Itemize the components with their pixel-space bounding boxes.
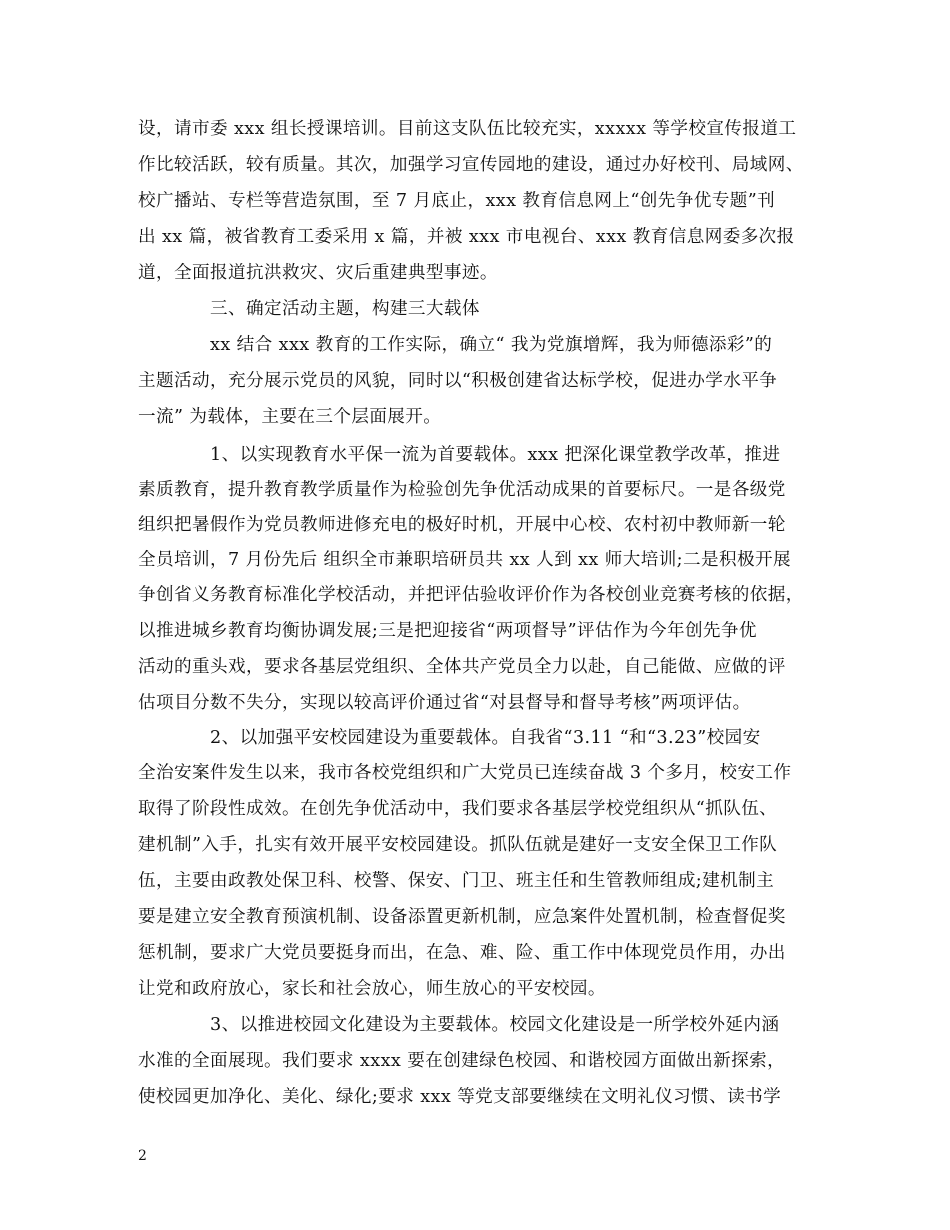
text-line: 素质教育，提升教育教学质量作为检验创先争优活动成果的首要标尺。一是各级党 (138, 480, 786, 500)
text-line: 出 xx 篇，被省教育工委采用 x 篇，并被 xxx 市电视台、xxx 教育信息网委多次报 (138, 227, 795, 247)
text-line: 让党和政府放心，家长和社会放心，师生放心的平安校园。 (138, 979, 606, 999)
text-line: 2、以加强平安校园建设为重要载体。自我省“3.11 “和“3.23”校园安 (210, 728, 761, 748)
text-line: 作比较活跃，较有质量。其次，加强学习宣传园地的建设，通过办好校刊、局域网、 (138, 155, 804, 175)
text-line: 要是建立安全教育预演机制、设备添置更新机制，应急案件处置机制，检查督促奖 (138, 907, 786, 927)
text-line: 建机制”入手，扎实有效开展平安校园建设。抓队伍就是建好一支安全保卫工作队 (138, 835, 778, 855)
text-line: 以推进城乡教育均衡协调发展;三是把迎接省“两项督导”评估作为今年创先争优 (138, 621, 757, 641)
text-line: 活动的重头戏，要求各基层党组织、全体共产党员全力以赴，自己能做、应做的评 (138, 657, 786, 677)
text-line: 估项目分数不失分，实现以较高评价通过省“对县督导和督导考核”两项评估。 (138, 693, 751, 713)
text-line: 主题活动，充分展示党员的风貌，同时以“积极创建省达标学校，促进办学水平争 (138, 371, 778, 391)
text-line: 全员培训，7 月份先后 组织全市兼职培研员共 xx 人到 xx 师大培训;二是积极开展 (138, 550, 791, 570)
text-line: 水准的全面展现。我们要求 xxxx 要在创建绿色校园、和谐校园方面做出新探索， (138, 1051, 786, 1071)
text-line: 设，请市委 xxx 组长授课培训。目前这支队伍比较充实，xxxxx 等学校宣传报道工 (138, 119, 797, 139)
section-heading: 三、确定活动主题，构建三大载体 (210, 299, 480, 319)
text-line: 取得了阶段性成效。在创先争优活动中，我们要求各基层学校党组织从“抓队伍、 (138, 799, 778, 819)
text-line: 组织把暑假作为党员教师进修充电的极好时机，开展中心校、农村初中教师新一轮 (138, 515, 786, 535)
text-line: 3、以推进校园文化建设为主要载体。校园文化建设是一所学校外延内涵 (210, 1015, 780, 1035)
text-line: 使校园更加净化、美化、绿化;要求 xxx 等党支部要继续在文明礼仪习惯、读书学 (138, 1087, 782, 1107)
text-line: 惩机制，要求广大党员要挺身而出，在急、难、险、重工作中体现党员作用，办出 (138, 943, 786, 963)
text-line: 争创省义务教育标准化学校活动，并把评估验收评价作为各校创业竞赛考核的依据， (138, 585, 804, 605)
text-line: 1、以实现教育水平保一流为首要载体。xxx 把深化课堂教学改革，推进 (210, 445, 781, 465)
text-line: xx 结合 xxx 教育的工作实际，确立“ 我为党旗增辉，我为师德添彩”的 (210, 335, 773, 355)
text-line: 伍，主要由政教处保卫科、校警、保安、门卫、班主任和生管教师组成;建机制主 (138, 871, 775, 891)
text-line: 校广播站、专栏等营造氛围，至 7 月底止，xxx 教育信息网上“创先争优专题”刊 (138, 191, 776, 211)
text-line: 全治安案件发生以来，我市各校党组织和广大党员已连续奋战 3 个多月，校安工作 (138, 763, 792, 783)
text-line: 一流” 为载体，主要在三个层面展开。 (138, 407, 442, 427)
page-number: 2 (138, 1148, 147, 1164)
text-line: 道，全面报道抗洪救灾、灾后重建典型事迹。 (138, 263, 498, 283)
